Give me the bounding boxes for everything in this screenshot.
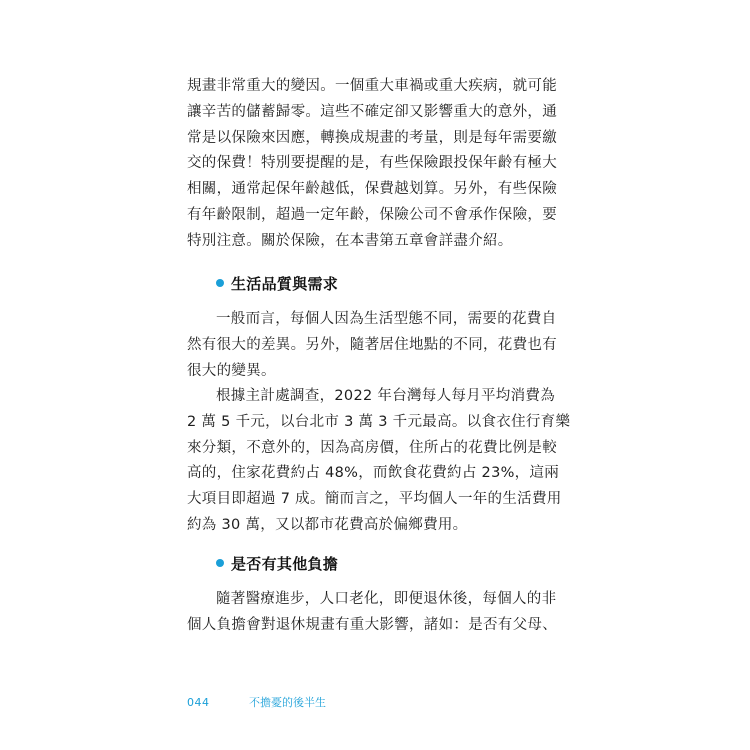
page-number: 044	[187, 696, 210, 709]
paragraph-line: 相關，通常起保年齡越低，保費越划算。另外，有些保險	[187, 181, 557, 198]
section-heading-text: 生活品質與需求	[231, 274, 339, 293]
paragraph-line: 個人負擔會對退休規畫有重大影響，諸如：是否有父母、	[187, 616, 557, 633]
paragraph-line: 特別注意。關於保險，在本書第五章會詳盡介紹。	[187, 232, 513, 249]
paragraph-line: 一般而言，每個人因為生活型態不同，需要的花費自	[216, 311, 557, 327]
paragraph-line: 來分類，不意外的，因為高房價，住所占的花費比例是較	[187, 439, 557, 456]
paragraph-line: 約為 30 萬，又以都市花費高於偏鄉費用。	[187, 516, 468, 533]
paragraph-line: 讓辛苦的儲蓄歸零。這些不確定卻又影響重大的意外，通	[187, 103, 557, 120]
paragraph-line: 然有很大的差異。另外，隨著居住地點的不同，花費也有	[187, 336, 557, 353]
bullet-dot-icon	[216, 559, 224, 567]
paragraph-line: 高的，住家花費約占 48%，而飲食花費約占 23%，這兩	[187, 465, 560, 482]
paragraph-line: 有年齡限制，超過一定年齡，保險公司不會承作保險，要	[187, 206, 557, 223]
paragraph-line: 常是以保險來因應，轉換成規畫的考量，則是每年需要繳	[187, 129, 557, 146]
section-heading-quality-of-life	[216, 271, 338, 295]
paragraph-line: 隨著醫療進步，人口老化，即便退休後，每個人的非	[216, 591, 557, 607]
paragraph-line: 很大的變異。	[187, 362, 276, 379]
book-title: 不擔憂的後半生	[249, 696, 326, 709]
paragraph-line: 規畫非常重大的變因。一個重大車禍或重大疾病，就可能	[187, 78, 557, 94]
paragraph-survey	[187, 384, 571, 539]
paragraph-burdens	[187, 587, 555, 639]
paragraph-line: 2 萬 5 千元，以台北市 3 萬 3 千元最高。以食衣住行育樂	[187, 413, 571, 430]
paragraph-insurance	[187, 74, 555, 255]
bullet-dot-icon	[216, 279, 224, 287]
paragraph-lifestyle	[187, 307, 555, 384]
paragraph-line: 根據主計處調查，2022 年台灣每人每月平均消費為	[216, 388, 556, 404]
paragraph-line: 大項目即超過 7 成。簡而言之，平均個人一年的生活費用	[187, 491, 562, 508]
section-heading-text: 是否有其他負擔	[231, 554, 339, 573]
section-heading-other-burdens	[216, 551, 338, 575]
page-footer	[187, 694, 326, 710]
paragraph-line: 交的保費！特別要提醒的是，有些保險跟投保年齡有極大	[187, 155, 557, 172]
